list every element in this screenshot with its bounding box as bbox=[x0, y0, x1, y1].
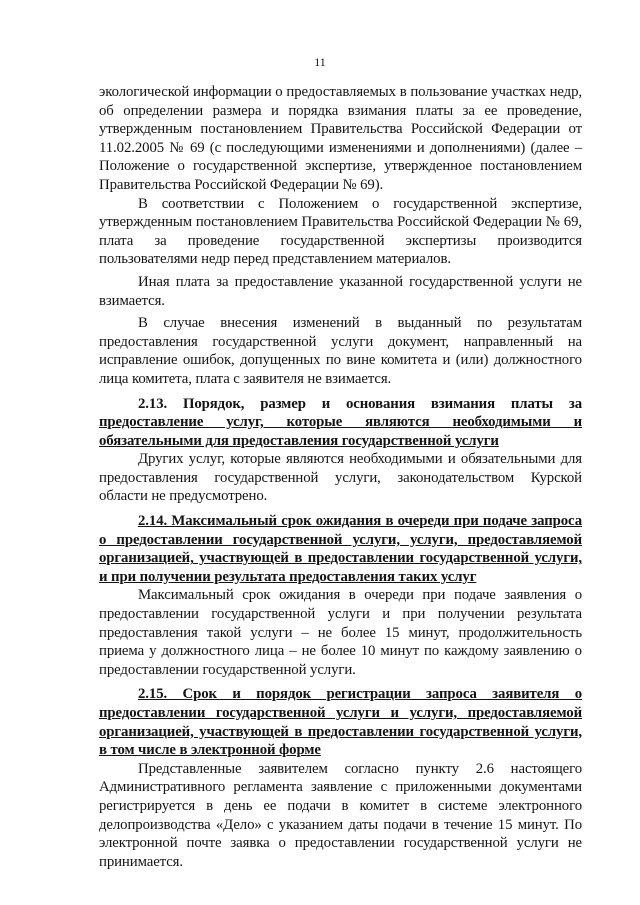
paragraph-expertise-fee: В соответствии с Положением о государственной экспертизе, утвержденным постановлением Правительства Российской Федерации № 69, плата за проведение государственной экспертизы производится пользователями недр перед представлением материалов. bbox=[99, 195, 582, 268]
paragraph-no-other-fee: Иная плата за предоставление указанной государственной услуги не взимается. bbox=[99, 273, 582, 309]
section-heading-2-13-underlined: предоставление услуг, которые являются необходимыми и обязательными для предоставления государственной услуги bbox=[99, 414, 582, 449]
document-body bbox=[99, 83, 582, 871]
page-number: 11 bbox=[314, 55, 326, 69]
paragraph-corrections-free: В случае внесения изменений в выданный по результатам предоставления государственной услуги документ, направленный на исправление ошибок, допущенных по вине комитета и (или) должностного лица комитета, плата с заявителя не взимается. bbox=[99, 315, 582, 387]
section-heading-2-14: 2.14. Максимальный срок ожидания в очереди при подаче запроса о предоставлении государственной услуги, услуги, предоставляемой организацией, участвующей в предоставлении государственной услуги, и при получении результата предоставления таких услуг bbox=[99, 513, 582, 585]
paragraph-continuation: экологической информации о предоставляемых в пользование участках недр, об определении размера и порядка взимания платы за ее проведение, утвержденным постановлением Правительства Российской Федерации от 11.02.2005 № 69 (с последующими изменениями и дополнениями) (далее – Положение о государственной экспертизе, утвержденное постановлением Правительства Российской Федерации № 69). bbox=[99, 84, 582, 193]
section-heading-2-13-lead: 2.13. Порядок, размер и основания взимания платы за bbox=[138, 395, 582, 412]
section-heading-2-13 bbox=[99, 395, 582, 451]
paragraph-queue-time: Максимальный срок ожидания в очереди при подаче заявления о предоставлении государственной услуги и при получении результата предоставления такой услуги – не более 15 минут, продолжительность приема у должностного лица – не более 10 минут по каждому заявлению о предоставлении государственной услуги. bbox=[99, 587, 582, 678]
paragraph-registration: Представленные заявителем согласно пункту 2.6 настоящего Административного регламента заявление с приложенными документами регистрируется в день ее подачи в комитет в системе электронного делопроизводства «Дело» с указанием даты подачи в течение 15 минут. По электронной почте заявка о предоставлении государственной услуги не принимается. bbox=[99, 760, 582, 870]
section-heading-2-15: 2.15. Срок и порядок регистрации запроса заявителя о предоставлении государственной услуги и услуги, предоставляемой организацией, участвующей в предоставлении государственной услуги, в том числе в электронной форме bbox=[99, 686, 582, 759]
paragraph-other-services: Других услуг, которые являются необходимыми и обязательными для предоставления государственной услуги, законодательством Курской области не предусмотрено. bbox=[99, 451, 582, 505]
